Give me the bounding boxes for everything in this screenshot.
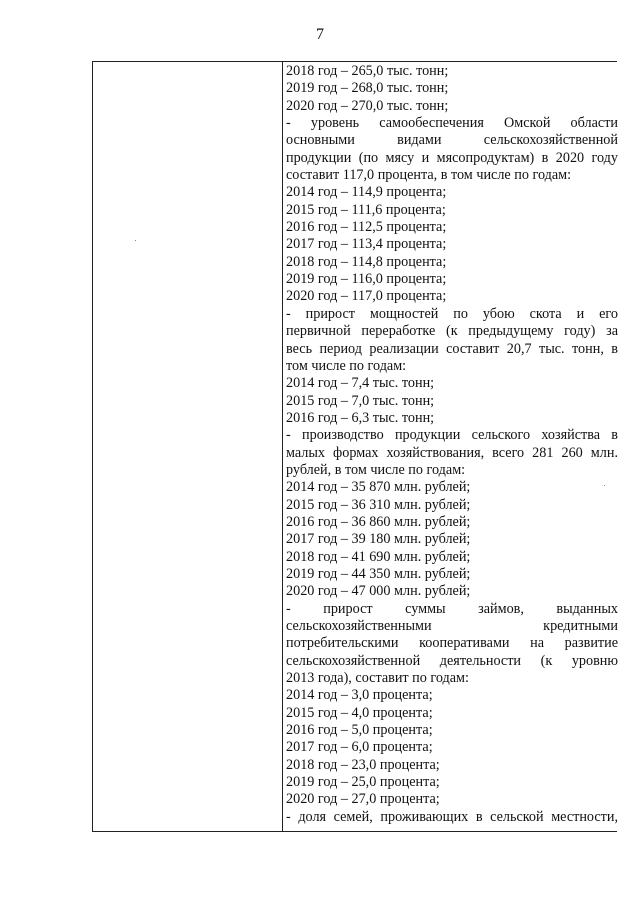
text-line: 2020 год – 47 000 млн. рублей;	[286, 583, 471, 600]
text-line: 2014 год – 114,9 процента;	[286, 184, 447, 201]
text-line: - уровень самообеспечения Омской области	[286, 115, 618, 132]
text-line: - производство продукции сельского хозяйства в	[286, 427, 618, 444]
text-line: 2018 год – 114,8 процента;	[286, 253, 447, 270]
text-line: 2019 год – 116,0 процента;	[286, 271, 447, 288]
left-column-cell	[93, 62, 283, 831]
text-line: продукции (по мясу и мясопродуктам) в 2020 году	[286, 149, 618, 166]
text-line: 2015 год – 111,6 процента;	[286, 201, 446, 218]
text-line: составит 117,0 процента, в том числе по годам:	[286, 167, 572, 184]
text-line: первичной переработке (к предыдущему году) за	[286, 323, 618, 340]
text-line: весь период реализации составит 20,7 тыс. тонн, в	[286, 340, 618, 357]
text-line: 2017 год – 6,0 процента;	[286, 739, 433, 756]
text-line: малых формах хозяйствования, всего 281 260 млн.	[286, 444, 618, 461]
text-line: 2016 год – 36 860 млн. рублей;	[286, 513, 471, 530]
text-line: потребительскими кооперативами на развитие	[286, 635, 618, 652]
text-line: 2015 год – 36 310 млн. рублей;	[286, 496, 471, 513]
text-line: 2020 год – 270,0 тыс. тонн;	[286, 97, 449, 114]
text-line: основными видами сельскохозяйственной	[286, 132, 618, 149]
text-line: сельскохозяйственными кредитными	[286, 618, 618, 634]
text-line: 2020 год – 117,0 процента;	[286, 288, 447, 305]
text-line: 2017 год – 39 180 млн. рублей;	[286, 531, 471, 548]
scan-speck	[604, 485, 605, 486]
text-line: 2014 год – 7,4 тыс. тонн;	[286, 375, 435, 392]
text-line: 2018 год – 41 690 млн. рублей;	[286, 548, 471, 565]
text-line: 2019 год – 25,0 процента;	[286, 774, 440, 791]
text-line: 2017 год – 113,4 процента;	[286, 236, 447, 253]
text-line: 2015 год – 7,0 тыс. тонн;	[286, 392, 435, 409]
text-line: 2014 год – 35 870 млн. рублей;	[286, 479, 471, 496]
text-line: 2016 год – 5,0 процента;	[286, 722, 433, 739]
text-line: - доля семей, проживающих в сельской местности,	[286, 808, 618, 825]
text-line: - прирост мощностей по убою скота и его	[286, 305, 618, 322]
right-column-cell	[283, 62, 618, 831]
text-line: сельскохозяйственной деятельности (к уровню	[286, 652, 618, 669]
text-line: 2016 год – 112,5 процента;	[286, 219, 447, 236]
text-line: рублей, в том числе по годам:	[286, 461, 466, 478]
text-line: 2019 год – 268,0 тыс. тонн;	[286, 80, 449, 97]
indicators-table	[92, 61, 617, 832]
text-line: том числе по годам:	[286, 357, 407, 374]
scan-speck	[135, 240, 136, 241]
text-line: 2018 год – 265,0 тыс. тонн;	[286, 63, 449, 79]
text-line: 2016 год – 6,3 тыс. тонн;	[286, 409, 435, 426]
text-line: 2013 года), составит по годам:	[286, 670, 469, 687]
text-line: - прирост суммы займов, выданных	[286, 600, 618, 617]
text-line: 2019 год – 44 350 млн. рублей;	[286, 565, 471, 582]
text-line: 2015 год – 4,0 процента;	[286, 704, 433, 721]
text-line: 2018 год – 23,0 процента;	[286, 756, 440, 773]
page-number: 7	[316, 26, 324, 43]
text-line: 2020 год – 27,0 процента;	[286, 791, 440, 808]
text-line: 2014 год – 3,0 процента;	[286, 687, 433, 704]
